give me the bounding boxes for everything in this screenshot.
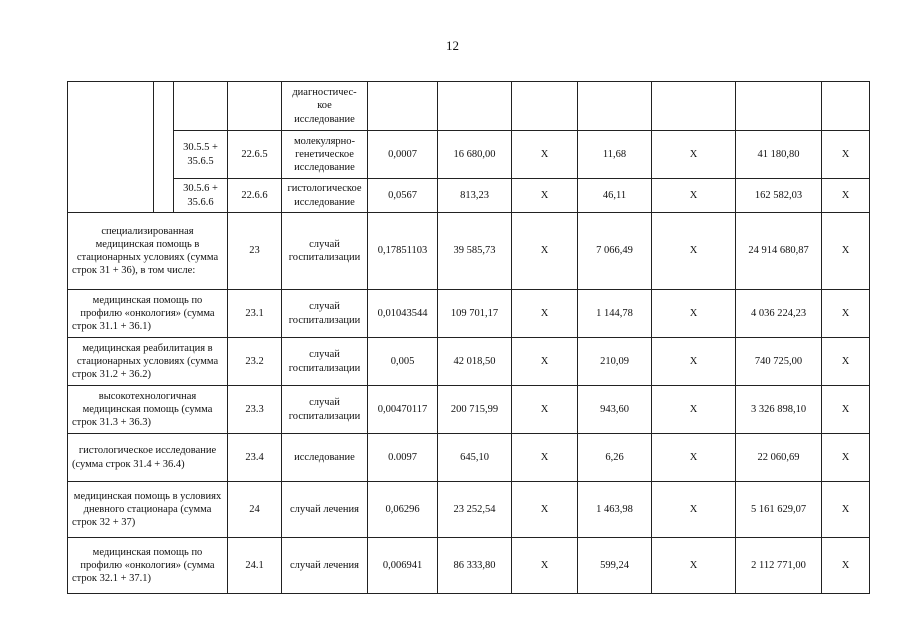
x-cell: X [652,482,736,538]
table-row [68,338,870,386]
x-cell: X [512,290,578,338]
unit-cell: диагностичес-кое исследование [282,82,368,131]
unit-cell: случай лечения [282,538,368,594]
x-cell: X [822,482,870,538]
cost-cell [438,82,512,131]
norm-cell: 0,005 [368,338,438,386]
norm-cell: 0.0097 [368,434,438,482]
x-cell: X [822,434,870,482]
description-cell: специализированная медицинская помощь в стационарных условиях (сумма строк 31 + 36), в том числе: [68,213,228,290]
x-cell: X [652,213,736,290]
cost-cell: 645,10 [438,434,512,482]
total-cell: 162 582,03 [736,179,822,213]
description-cell: медицинская помощь по профилю «онкология» (сумма строк 32.1 + 37.1) [68,538,228,594]
total-cell: 22 060,69 [736,434,822,482]
x-cell: X [822,386,870,434]
code-cell: 23.4 [228,434,282,482]
norm-cell: 0,06296 [368,482,438,538]
total-cell: 5 161 629,07 [736,482,822,538]
value-cell: 943,60 [578,386,652,434]
code-a-cell: 30.5.5 + 35.6.5 [174,131,228,179]
table-row [68,386,870,434]
value-cell: 7 066,49 [578,213,652,290]
description-cell: медицинская помощь в условиях дневного стационара (сумма строк 32 + 37) [68,482,228,538]
unit-cell: гистологическое исследование [282,179,368,213]
table-row [68,131,870,179]
norm-cell: 0,0567 [368,179,438,213]
cost-cell: 16 680,00 [438,131,512,179]
total-cell: 3 326 898,10 [736,386,822,434]
total-cell: 2 112 771,00 [736,538,822,594]
table-row [68,434,870,482]
x-cell [512,82,578,131]
x-cell: X [652,131,736,179]
total-cell: 24 914 680,87 [736,213,822,290]
x-cell [822,82,870,131]
norm-cell [368,82,438,131]
unit-cell: случай лечения [282,482,368,538]
x-cell: X [822,538,870,594]
code-cell: 23.3 [228,386,282,434]
code-cell: 23.2 [228,338,282,386]
value-cell: 599,24 [578,538,652,594]
group-indent-cell [154,82,174,213]
total-cell [736,82,822,131]
cost-cell: 39 585,73 [438,213,512,290]
cost-cell: 86 333,80 [438,538,512,594]
code-cell: 23.1 [228,290,282,338]
x-cell: X [512,386,578,434]
value-cell: 11,68 [578,131,652,179]
value-cell: 210,09 [578,338,652,386]
code-b-cell [228,82,282,131]
unit-cell: случай госпитализации [282,213,368,290]
value-cell: 6,26 [578,434,652,482]
x-cell: X [512,338,578,386]
description-cell: медицинская реабилитация в стационарных условиях (сумма строк 31.2 + 36.2) [68,338,228,386]
norm-cell: 0,0007 [368,131,438,179]
x-cell: X [652,538,736,594]
code-cell: 24.1 [228,538,282,594]
page-number: 12 [446,38,459,53]
x-cell: X [652,338,736,386]
value-cell [578,82,652,131]
table-row [68,538,870,594]
code-cell: 23 [228,213,282,290]
description-cell: гистологическое исследование (сумма строк 31.4 + 36.4) [68,434,228,482]
norm-cell: 0,00470117 [368,386,438,434]
code-a-cell [174,82,228,131]
cost-cell: 200 715,99 [438,386,512,434]
unit-cell: случай госпитализации [282,386,368,434]
unit-cell: случай госпитализации [282,290,368,338]
value-cell: 1 463,98 [578,482,652,538]
x-cell: X [512,538,578,594]
x-cell: X [512,213,578,290]
total-cell: 4 036 224,23 [736,290,822,338]
norm-cell: 0,17851103 [368,213,438,290]
x-cell: X [822,338,870,386]
total-cell: 740 725,00 [736,338,822,386]
table-row [68,179,870,213]
norm-cell: 0,006941 [368,538,438,594]
x-cell: X [512,482,578,538]
x-cell: X [652,290,736,338]
cost-cell: 23 252,54 [438,482,512,538]
value-cell: 1 144,78 [578,290,652,338]
table-row [68,82,870,131]
unit-cell: молекулярно-генетическое исследование [282,131,368,179]
x-cell: X [512,179,578,213]
x-cell: X [652,434,736,482]
data-table [67,81,870,594]
table-row [68,482,870,538]
value-cell: 46,11 [578,179,652,213]
unit-cell: исследование [282,434,368,482]
group-blank-cell [68,82,154,213]
cost-cell: 109 701,17 [438,290,512,338]
total-cell: 41 180,80 [736,131,822,179]
x-cell: X [512,434,578,482]
description-cell: высокотехнологичная медицинская помощь (сумма строк 31.3 + 36.3) [68,386,228,434]
cost-cell: 42 018,50 [438,338,512,386]
cost-cell: 813,23 [438,179,512,213]
table-row [68,213,870,290]
x-cell: X [822,179,870,213]
x-cell: X [822,290,870,338]
x-cell: X [822,131,870,179]
code-b-cell: 22.6.5 [228,131,282,179]
code-cell: 24 [228,482,282,538]
x-cell: X [652,386,736,434]
x-cell: X [652,179,736,213]
description-cell: медицинская помощь по профилю «онкология» (сумма строк 31.1 + 36.1) [68,290,228,338]
code-b-cell: 22.6.6 [228,179,282,213]
norm-cell: 0,01043544 [368,290,438,338]
x-cell: X [512,131,578,179]
x-cell: X [822,213,870,290]
code-a-cell: 30.5.6 + 35.6.6 [174,179,228,213]
x-cell [652,82,736,131]
table-row [68,290,870,338]
unit-cell: случай госпитализации [282,338,368,386]
